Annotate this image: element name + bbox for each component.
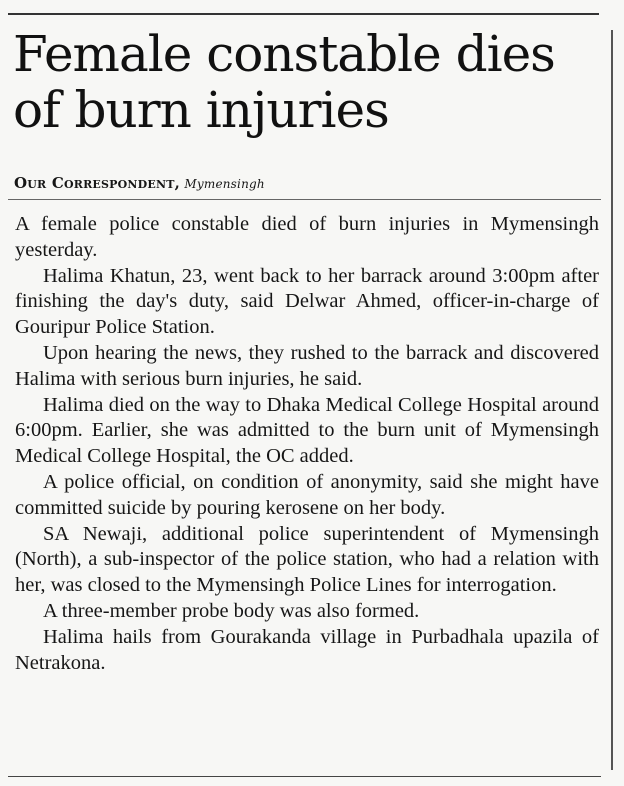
byline — [14, 174, 265, 192]
paragraph: Upon hearing the news, they rushed to the barrack and discovered Halima with serious burn injuries, he said. — [15, 341, 599, 390]
byline-location: Mymensingh — [184, 177, 265, 191]
column-divider — [611, 30, 613, 770]
paragraph: A police official, on condition of anonymity, said she might have committed suicide by pouring kerosene on her body. — [15, 470, 599, 519]
paragraph: SA Newaji, additional police superintendent of Mymensingh (North), a sub-inspector of the police station, who had a relation with her, was closed to the Mymensingh Police Lines for interrogation. — [15, 522, 599, 597]
article-body — [15, 212, 599, 676]
paragraph: A female police constable died of burn injuries in Mymensingh yesterday. — [15, 213, 599, 261]
byline-author: Our Correspondent, — [14, 174, 181, 192]
paragraph: Halima died on the way to Dhaka Medical College Hospital around 6:00pm. Earlier, she was admitted to the burn unit of Mymensingh Medical College Hospital, the OC added. — [15, 393, 599, 468]
paragraph: Halima Khatun, 23, went back to her barrack around 3:00pm after finishing the day's duty, said Delwar Ahmed, officer-in-charge of Gouripur Police Station. — [15, 264, 599, 339]
paragraph: Halima hails from Gourakanda village in Purbadhala upazila of Netrakona. — [15, 625, 599, 674]
top-rule — [8, 13, 599, 15]
headline: Female constable dies of burn injuries — [13, 25, 555, 139]
bottom-rule — [8, 776, 601, 777]
byline-rule — [8, 199, 601, 200]
paragraph: A three-member probe body was also formed. — [43, 599, 420, 622]
